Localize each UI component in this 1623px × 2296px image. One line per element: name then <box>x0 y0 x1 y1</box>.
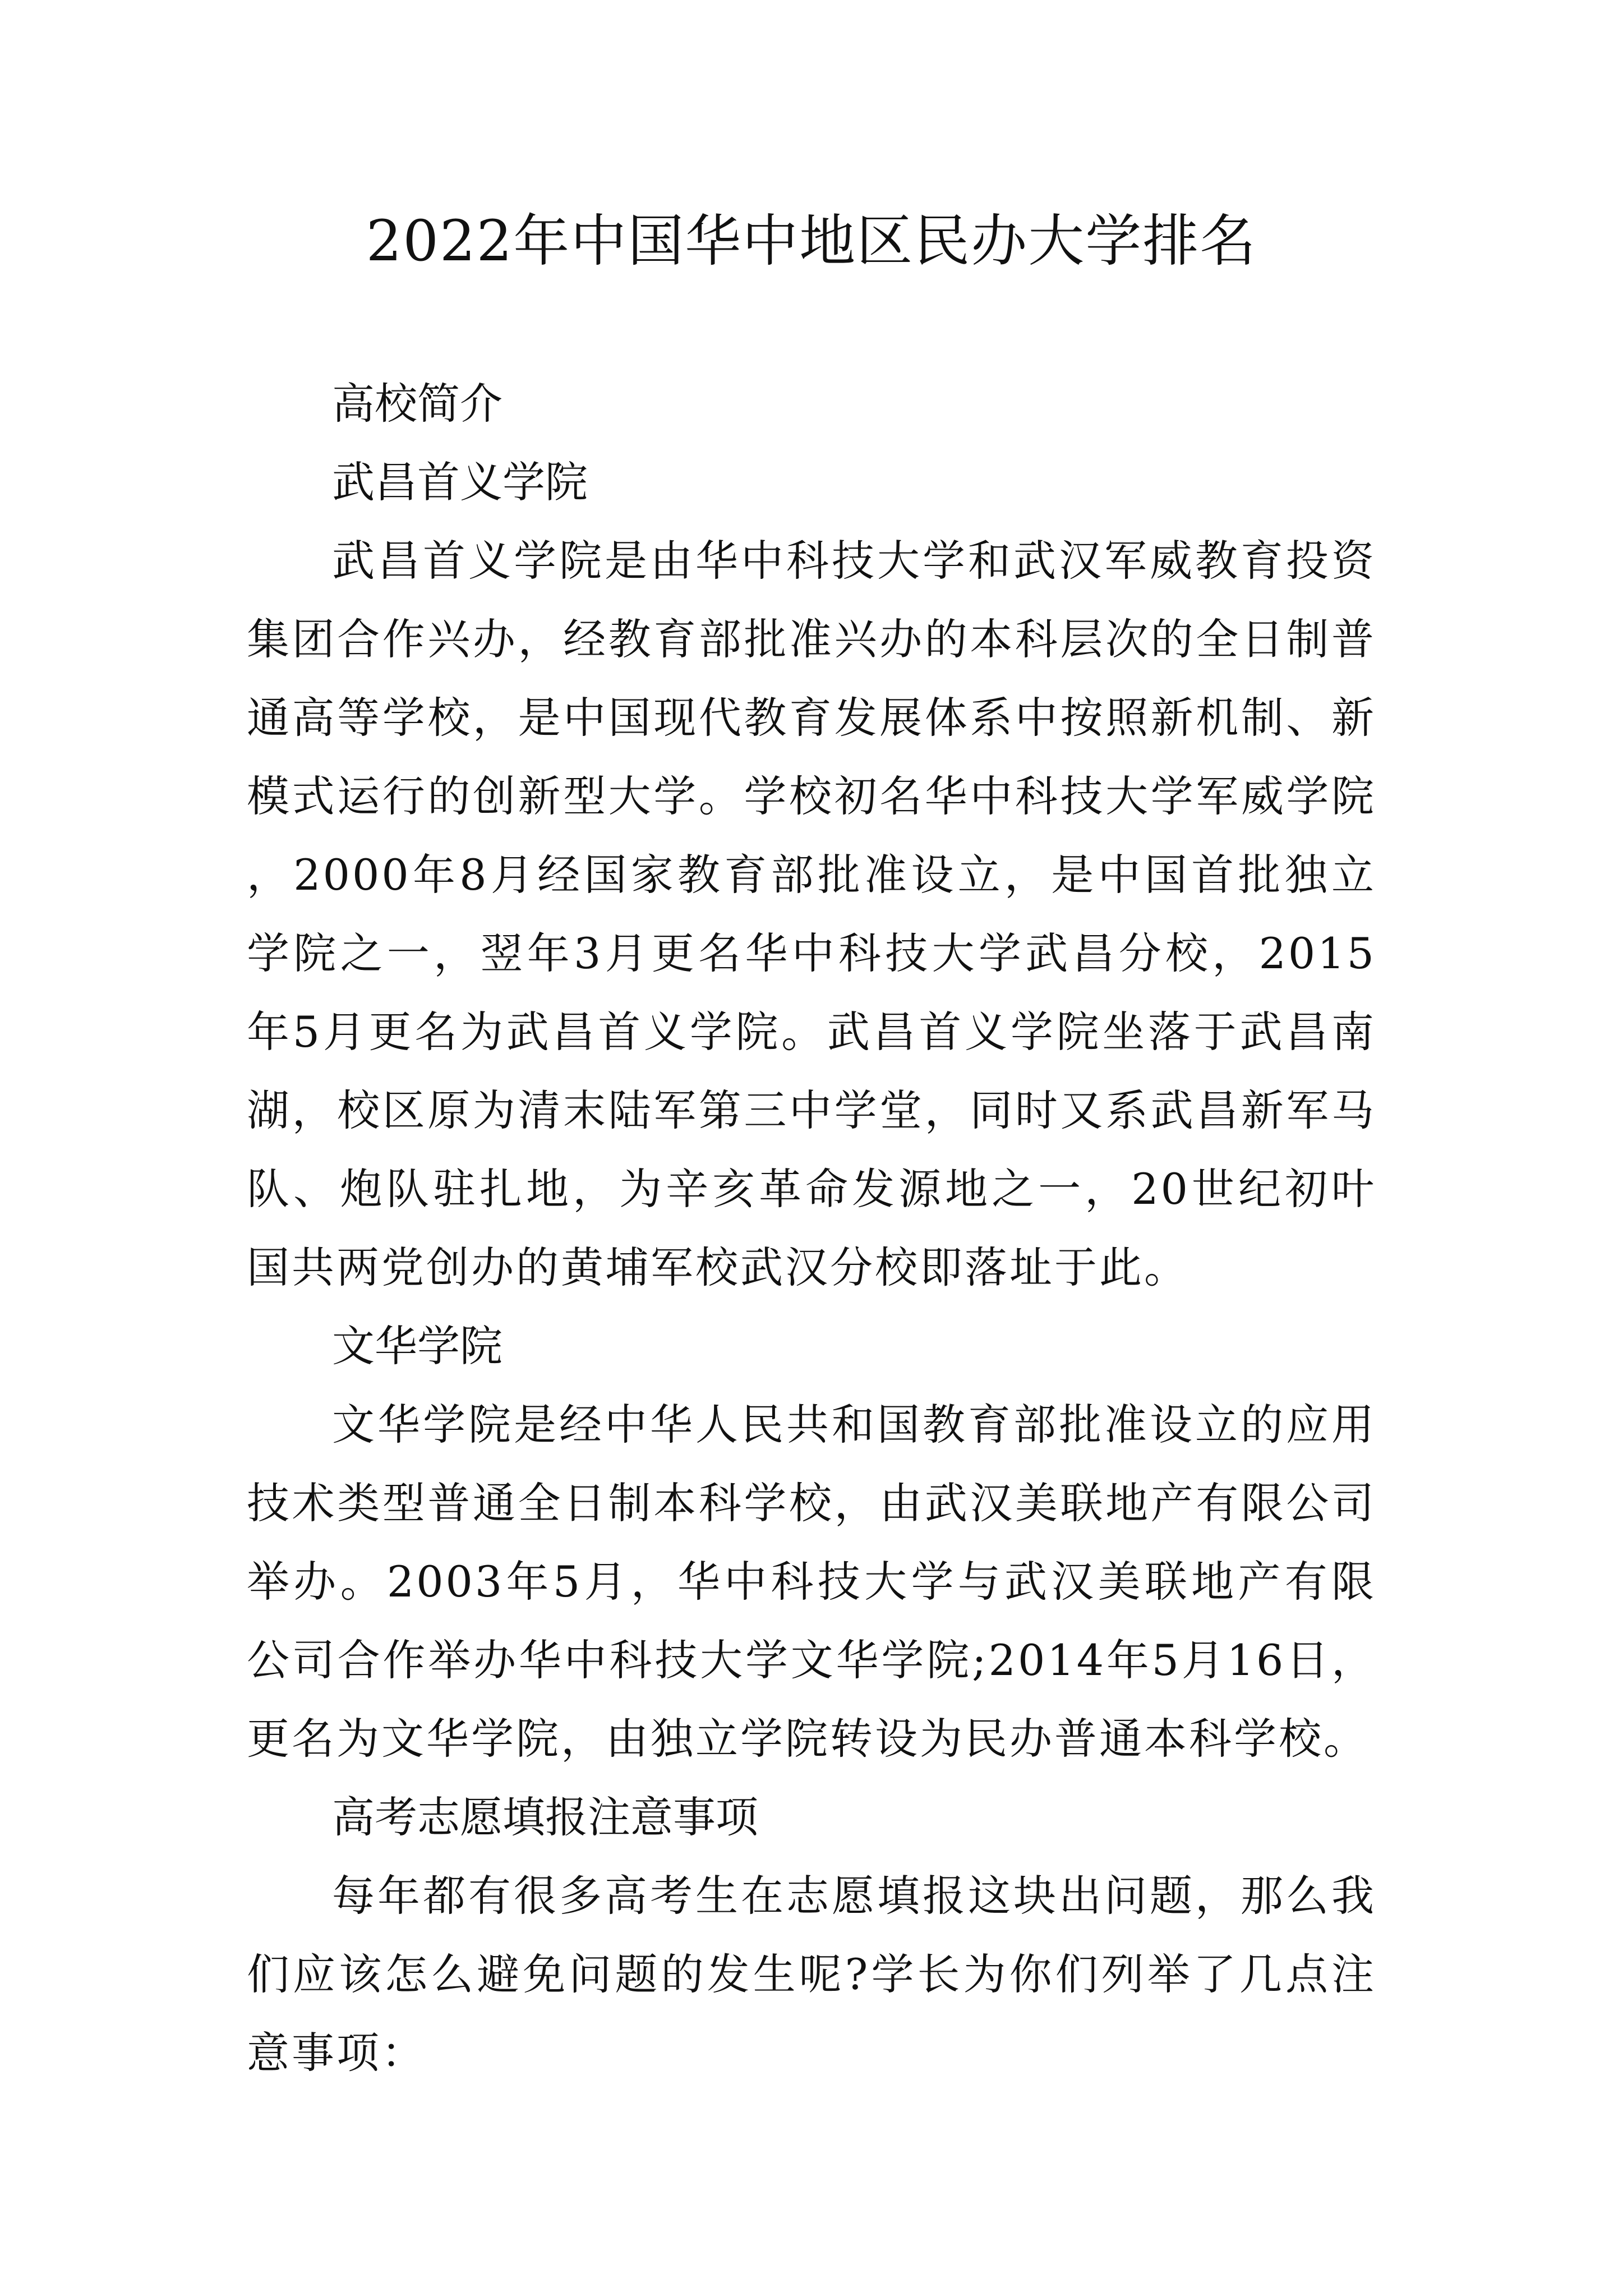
paragraph-wuchang-shouyi: 武昌首义学院是由华中科技大学和武汉军威教育投资集团合作兴办，经教育部批准兴办的本科层次的全日制普通高等学校，是中国现代教育发展体系中按照新机制、新模式运行的创新型大学。学校初名华中科技大学军威学院，2000年8月经国家教育部批准设立，是中国首批独立学院之一，翌年3月更名华中科技大学武昌分校，2015年5月更名为武昌首义学院。武昌首义学院坐落于武昌南湖，校区原为清末陆军第三中学堂，同时又系武昌新军马队、炮队驻扎地，为辛亥革命发源地之一，20世纪初叶国共两党创办的黄埔军校武汉分校即落址于此。 <box>247 536 1376 1292</box>
paragraph-application-notes: 每年都有很多高考生在志愿填报这块出问题，那么我们应该怎么避免问题的发生呢?学长为你们列举了几点注意事项： <box>247 1871 1376 2078</box>
paragraph-wenhua: 文华学院是经中华人民共和国教育部批准设立的应用技术类型普通全日制本科学校，由武汉美联地产有限公司举办。2003年5月，华中科技大学与武汉美联地产有限公司合作举办华中科技大学文华学院;2014年5月16日，更名为文华学院，由独立学院转设为民办普通本科学校。 <box>247 1400 1376 1764</box>
section-heading-wuchang-shouyi: 武昌首义学院 <box>332 457 588 507</box>
section-heading-wenhua: 文华学院 <box>332 1321 502 1371</box>
section-heading-intro: 高校简介 <box>332 379 502 429</box>
document-body <box>247 365 1376 2092</box>
document-title: 2022年中国华中地区民办大学排名 <box>366 208 1257 274</box>
section-heading-application-notes: 高考志愿填报注意事项 <box>332 1792 758 1842</box>
